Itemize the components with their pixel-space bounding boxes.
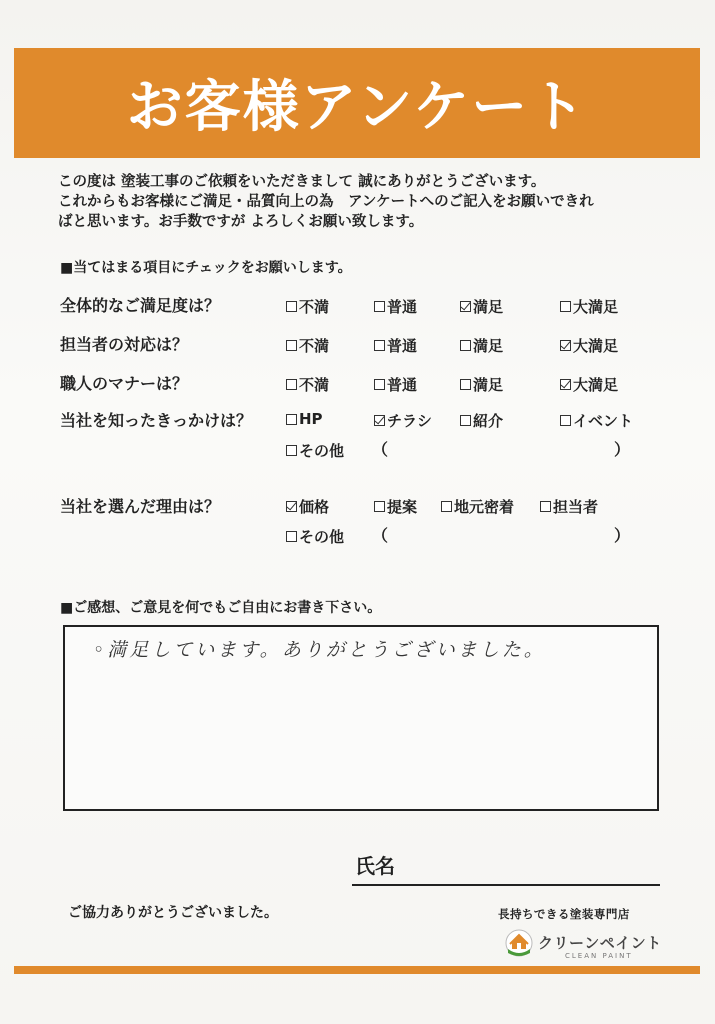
question-craftsman-manners: 職人のマナーは？ [60,374,189,393]
paren-open: （ [372,440,389,459]
checkbox[interactable] [460,340,471,351]
checkbox[interactable] [460,415,471,426]
comments-heading: ■ご感想、ご意見を何でもご自由にお書き下さい。 [60,600,382,616]
checkbox-checked[interactable] [286,501,297,512]
option-hp[interactable]: HP [286,410,323,428]
paren-open: （ [372,526,389,545]
checkbox[interactable] [286,301,297,312]
title-banner [14,48,700,158]
option-average[interactable]: 普通 [374,296,417,317]
option-local[interactable]: 地元密着 [441,496,514,517]
option-satisfied[interactable]: 満足 [460,374,503,395]
option-staff[interactable]: 担当者 [540,496,598,517]
checklist-heading: ■当てはまる項目にチェックをお願いします。 [60,260,352,276]
paren-close: ） [614,526,631,545]
logo-text: クリーンペイント [538,933,662,952]
thanks-text: ご協力ありがとうございました。 [68,905,278,921]
intro-line-3: ばと思います。お手数ですが よろしくお願い致します。 [58,214,424,230]
option-average[interactable]: 普通 [374,374,417,395]
checkbox[interactable] [286,340,297,351]
checkbox[interactable] [460,379,471,390]
option-other[interactable]: その他 [286,526,344,547]
option-average[interactable]: 普通 [374,335,417,356]
option-satisfied[interactable]: 満足 [460,335,503,356]
question-overall-satisfaction: 全体的なご満足度は？ [60,296,221,315]
checkbox-checked[interactable] [560,379,571,390]
logo-subtitle: CLEAN PAINT [565,952,633,960]
option-very-satisfied[interactable]: 大満足 [560,335,618,356]
intro-line-2: これからもお客様にご満足・品質向上の為 アンケートへのご記入をお願いできれ [58,194,594,210]
checkbox[interactable] [286,379,297,390]
handwritten-comment: ◦満足しています。ありがとうございました。 [93,639,546,661]
intro-text [58,172,678,232]
option-flyer[interactable]: チラシ [374,410,432,431]
intro-line-1: この度は 塗装工事のご依頼をいただきまして 誠にありがとうございます。 [58,174,546,190]
checkbox[interactable] [374,301,385,312]
paren-close: ） [614,440,631,459]
option-dissatisfied[interactable]: 不満 [286,335,329,356]
option-dissatisfied[interactable]: 不満 [286,374,329,395]
checkbox[interactable] [374,379,385,390]
footer-bar [14,966,700,974]
option-satisfied[interactable]: 満足 [460,296,503,317]
option-event[interactable]: イベント [560,410,633,431]
checkbox[interactable] [560,301,571,312]
company-tagline: 長持ちできる塗装専門店 [498,907,630,921]
option-dissatisfied[interactable]: 不満 [286,296,329,317]
option-very-satisfied[interactable]: 大満足 [560,374,618,395]
checkbox-checked[interactable] [560,340,571,351]
checkbox[interactable] [374,501,385,512]
checkbox-checked[interactable] [460,301,471,312]
checkbox[interactable] [374,340,385,351]
checkbox-checked[interactable] [374,415,385,426]
option-other[interactable]: その他 [286,440,344,461]
checkbox[interactable] [540,501,551,512]
page-title: お客様アンケート [126,75,588,140]
name-label: 氏名 [355,854,395,878]
option-price[interactable]: 価格 [286,496,329,517]
comment-textarea[interactable] [63,625,659,811]
checkbox[interactable] [286,445,297,456]
question-staff-response: 担当者の対応は？ [60,335,189,354]
checkbox[interactable] [286,531,297,542]
option-referral[interactable]: 紹介 [460,410,503,431]
checkbox[interactable] [560,415,571,426]
question-how-found: 当社を知ったきっかけは？ [60,411,253,430]
checkbox[interactable] [286,414,297,425]
option-very-satisfied[interactable]: 大満足 [560,296,618,317]
option-proposal[interactable]: 提案 [374,496,417,517]
question-why-chosen: 当社を選んだ理由は？ [60,497,221,516]
house-logo-icon [504,927,534,957]
checkbox[interactable] [441,501,452,512]
name-signature-line[interactable] [352,884,660,886]
